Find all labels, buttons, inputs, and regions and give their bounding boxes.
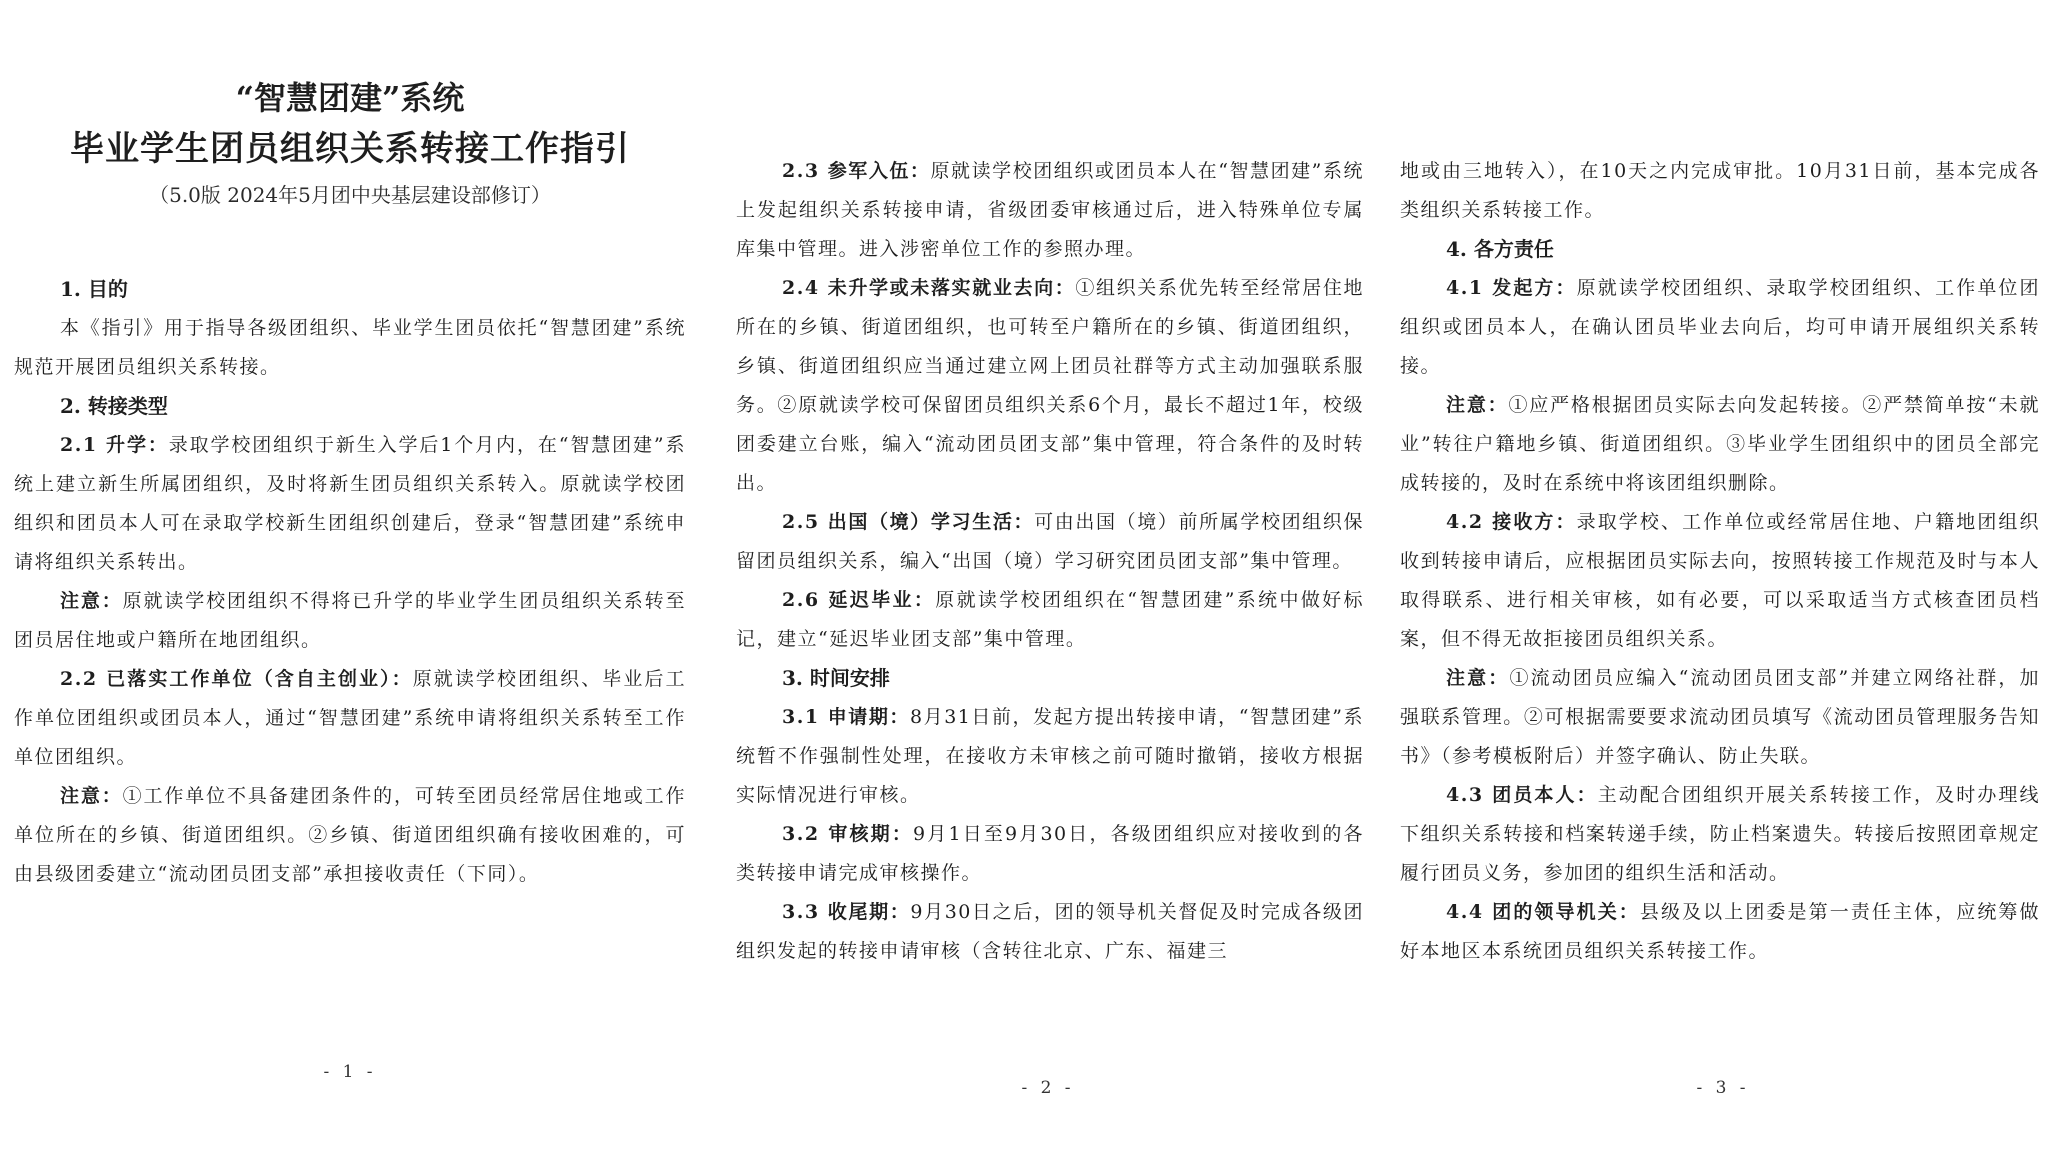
note-4-2 — [1400, 659, 2040, 776]
paragraph-label: 3.2 审核期： — [782, 823, 914, 845]
paragraph-text: 9月30日之后，团的领导机关督促及时完成各级团组织发起的转接申请审核（含转往北京、广东、福建三 — [736, 901, 1364, 962]
note-text: ①应严格根据团员实际去向发起转接。②严禁简单按“未就业”转往户籍地乡镇、街道团组织。③毕业学生团组织中的团员全部完成转接的，及时在系统中将该团组织删除。 — [1400, 394, 2040, 494]
paragraph-2-2 — [14, 660, 686, 777]
paragraph-text: 录取学校、工作单位或经常居住地、户籍地团组织收到转接申请后，应根据团员实际去向，按照转接工作规范及时与本人取得联系、进行相关审核，如有必要，可以采取适当方式核查团员档案，但不得无故拒接团员组织关系。 — [1400, 511, 2040, 650]
page-number: - 1 - — [323, 1062, 377, 1082]
paragraph-purpose: 本《指引》用于指导各级团组织、毕业学生团员依托“智慧团建”系统规范开展团员组织关系转接。 — [14, 317, 686, 378]
note-label: 注意： — [1446, 667, 1510, 689]
paragraph-2-5 — [736, 503, 1364, 581]
paragraph-label: 4.1 发起方： — [1446, 277, 1577, 299]
paragraph-3-1 — [736, 698, 1364, 815]
paragraph-4-1 — [1400, 269, 2040, 386]
page-1-body — [14, 270, 686, 894]
paragraph-label: 2.3 参军入伍： — [782, 160, 931, 182]
note-2-2 — [14, 777, 686, 894]
paragraph-text: 可由出国（境）前所属学校团组织保留团员组织关系，编入“出国（境）学习研究团员团支部”集中管理。 — [736, 511, 1364, 572]
page-number: - 2 - — [1021, 1078, 1075, 1098]
paragraph-label: 2.6 延迟毕业： — [782, 589, 936, 611]
paragraph-text: 原就读学校团组织在“智慧团建”系统中做好标记，建立“延迟毕业团支部”集中管理。 — [736, 589, 1365, 650]
document-page-1 — [0, 0, 700, 1151]
page-2-body — [736, 152, 1364, 971]
paragraph-label: 3.1 申请期： — [782, 706, 910, 728]
document-page-2 — [724, 0, 1372, 1151]
paragraph-text: 原就读学校团组织、毕业后工作单位团组织或团员本人，通过“智慧团建”系统申请将组织关系转至工作单位团组织。 — [14, 668, 686, 768]
paragraph-4-4 — [1400, 893, 2040, 971]
section-heading-purpose: 1. 目的 — [60, 277, 128, 301]
note-label: 注意： — [60, 785, 123, 807]
paragraph-4-3 — [1400, 776, 2040, 893]
note-text: 原就读学校团组织不得将已升学的毕业学生团员组织关系转至团员居住地或户籍所在地团组织。 — [14, 590, 686, 651]
paragraph-label: 3.3 收尾期： — [782, 901, 911, 923]
paragraph-label: 4.2 接收方： — [1446, 511, 1577, 533]
document-page-3 — [1398, 0, 2048, 1151]
paragraph-label: 4.4 团的领导机关： — [1446, 901, 1640, 923]
document-title-line1: “智慧团建”系统 — [235, 79, 465, 117]
note-4-1 — [1400, 386, 2040, 503]
paragraph-2-3 — [736, 152, 1364, 269]
paragraph-3-3-continued: 地或由三地转入），在10天之内完成审批。10月31日前，基本完成各类组织关系转接工作。 — [1400, 160, 2040, 221]
paragraph-2-4 — [736, 269, 1364, 503]
paragraph-label: 4.3 团员本人： — [1446, 784, 1598, 806]
paragraph-3-2 — [736, 815, 1364, 893]
paragraph-2-6 — [736, 581, 1364, 659]
note-text: ①工作单位不具备建团条件的，可转至团员经常居住地或工作单位所在的乡镇、街道团组织。②乡镇、街道团组织确有接收困难的，可由县级团委建立“流动团员团支部”承担接收责任（下同）。 — [14, 785, 686, 885]
paragraph-text: 县级及以上团委是第一责任主体，应统筹做好本地区本系统团员组织关系转接工作。 — [1400, 901, 2040, 962]
paragraph-label: 2.2 已落实工作单位（含自主创业）： — [60, 668, 413, 690]
paragraph-text: 8月31日前，发起方提出转接申请，“智慧团建”系统暂不作强制性处理，在接收方未审核之前可随时撤销，接收方根据实际情况进行审核。 — [736, 706, 1365, 806]
document-title-line2: 毕业学生团员组织关系转接工作指引 — [70, 129, 630, 169]
paragraph-4-2 — [1400, 503, 2040, 659]
paragraph-text: 原就读学校团组织或团员本人在“智慧团建”系统上发起组织关系转接申请，省级团委审核通过后，进入特殊单位专属库集中管理。进入涉密单位工作的参照办理。 — [736, 160, 1364, 260]
page-number: - 3 - — [1696, 1078, 1750, 1098]
paragraph-text: ①组织关系优先转至经常居住地所在的乡镇、街道团组织，也可转至户籍所在的乡镇、街道团组织，乡镇、街道团组织应当通过建立网上团员社群等方式主动加强联系服务。②原就读学校可保留团员组织关系6个月，最长不超过1年，校级团委建立台账，编入“流动团员团支部”集中管理，符合条件的及时转出。 — [736, 277, 1364, 494]
note-text: ①流动团员应编入“流动团员团支部”并建立网络社群，加强联系管理。②可根据需要要求流动团员填写《流动团员管理服务告知书》（参考模板附后）并签字确认、防止失联。 — [1400, 667, 2040, 767]
paragraph-2-1 — [14, 426, 686, 582]
paragraph-text: 录取学校团组织于新生入学后1个月内，在“智慧团建”系统上建立新生所属团组织，及时将新生团员组织关系转入。原就读学校团组织和团员本人可在录取学校新生团组织创建后，登录“智慧团建”系统申请将组织关系转出。 — [14, 434, 686, 573]
paragraph-3-3 — [736, 893, 1364, 971]
paragraph-label: 2.1 升学： — [60, 434, 169, 456]
paragraph-label: 2.5 出国（境）学习生活： — [782, 511, 1035, 533]
paragraph-label: 2.4 未升学或未落实就业去向： — [782, 277, 1076, 299]
section-heading-transfer-types: 2. 转接类型 — [60, 394, 168, 418]
section-heading-responsibilities: 4. 各方责任 — [1446, 237, 1554, 261]
note-label: 注意： — [1446, 394, 1509, 416]
paragraph-text: 主动配合团组织开展关系转接工作，及时办理线下组织关系转接和档案转递手续，防止档案遗失。转接后按照团章规定履行团员义务，参加团的组织生活和活动。 — [1400, 784, 2040, 884]
page-3-body — [1400, 152, 2040, 971]
section-heading-schedule: 3. 时间安排 — [782, 666, 890, 690]
document-subtitle: （5.0版 2024年5月团中央基层建设部修订） — [149, 183, 551, 207]
note-2-1 — [14, 582, 686, 660]
paragraph-text: 9月1日至9月30日，各级团组织应对接收到的各类转接申请完成审核操作。 — [736, 823, 1364, 884]
note-label: 注意： — [60, 590, 123, 612]
paragraph-text: 原就读学校团组织、录取学校团组织、工作单位团组织或团员本人，在确认团员毕业去向后，均可申请开展组织关系转接。 — [1400, 277, 2040, 377]
